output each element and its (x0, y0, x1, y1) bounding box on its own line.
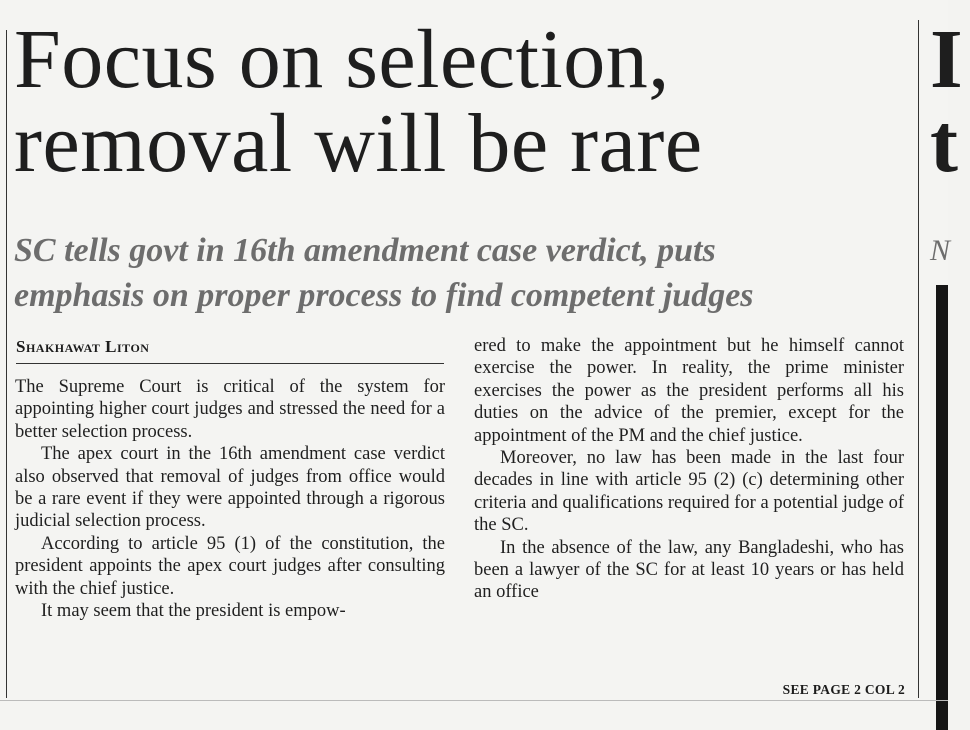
subheadline-line-1: SC tells govt in 16th amendment case verdict, puts (14, 232, 716, 269)
headline (14, 13, 914, 190)
article-column-1 (15, 376, 445, 622)
subheadline (14, 228, 914, 318)
right-column-rule (918, 20, 919, 698)
adjacent-column-edge (936, 285, 948, 730)
article-column-2 (474, 335, 904, 604)
jump-reference: SEE PAGE 2 COL 2 (782, 682, 905, 697)
left-column-rule (6, 30, 7, 698)
paragraph: The apex court in the 16th amendment case verdict also observed that removal of judges from office would be a rare event if they were appointed through a rigorous judicial selection process. (15, 444, 445, 532)
adjacent-headline (930, 13, 970, 190)
headline-line-2: removal will be rare (14, 97, 703, 190)
adjacent-headline-line-2: t (930, 97, 958, 190)
adjacent-headline-line-1: I (930, 13, 963, 106)
byline: Shakhawat Liton (16, 336, 444, 364)
adjacent-subheadline: N (930, 234, 951, 267)
paragraph: Moreover, no law has been made in the last four decades in line with article 95 (2) (c) determining other criteria and qualifications required for a potential judge of the SC. (474, 448, 904, 536)
paragraph: According to article 95 (1) of the constitution, the president appoints the apex court judges after consulting with the chief justice. (15, 533, 445, 599)
paragraph: It may seem that the president is empow- (41, 601, 346, 622)
paragraph: ered to make the appointment but he himself cannot exercise the power. In reality, the prime minister exercises the power as the president performs all his duties on the advice of the premier, except for the appointment of the PM and the chief justice. (474, 336, 904, 446)
subheadline-line-2: emphasis on proper process to find competent judges (14, 277, 754, 314)
paragraph: In the absence of the law, any Bangladeshi, who has been a lawyer of the SC for at least 10 years or has held an office (474, 537, 904, 603)
page-bottom-rule (0, 700, 948, 701)
paragraph: The Supreme Court is critical of the system for appointing higher court judges and stressed the need for a better selection process. (15, 377, 445, 442)
headline-line-1: Focus on selection, (14, 13, 670, 106)
